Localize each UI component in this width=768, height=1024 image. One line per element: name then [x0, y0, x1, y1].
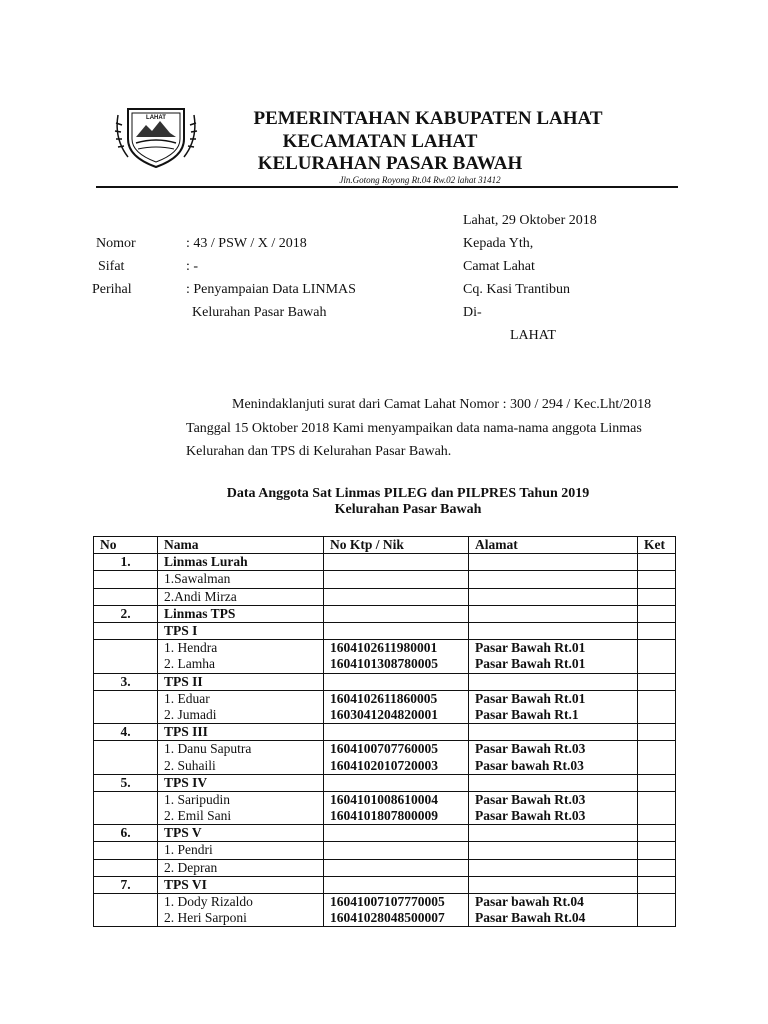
cell-ktp: 1604101008610004	[324, 791, 469, 808]
body-line2: Tanggal 15 Oktober 2018 Kami menyampaikan data nama-nama anggota Linmas	[186, 421, 642, 436]
cell-ket	[638, 656, 676, 673]
cell-ktp	[324, 605, 469, 622]
cell-no: 4.	[94, 724, 158, 741]
recipient-line5: LAHAT	[510, 328, 556, 343]
cell-no	[94, 791, 158, 808]
cell-alamat	[469, 571, 638, 588]
table-row	[94, 808, 676, 825]
cell-ktp	[324, 673, 469, 690]
cell-nama: 2. Emil Sani	[158, 808, 324, 825]
cell-alamat: Pasar Bawah Rt.03	[469, 808, 638, 825]
cell-alamat: Pasar bawah Rt.03	[469, 757, 638, 774]
cell-ktp	[324, 571, 469, 588]
cell-ktp	[324, 825, 469, 842]
cell-ktp: 16041007107770005	[324, 893, 469, 910]
header-divider	[96, 186, 678, 188]
cell-alamat: Pasar Bawah Rt.03	[469, 741, 638, 758]
cell-ket	[638, 910, 676, 927]
cell-ket	[638, 808, 676, 825]
cell-ket	[638, 791, 676, 808]
table-row	[94, 859, 676, 876]
table-row	[94, 554, 676, 571]
cell-ket	[638, 588, 676, 605]
cell-alamat: Pasar Bawah Rt.04	[469, 910, 638, 927]
cell-nama: 2. Heri Sarponi	[158, 910, 324, 927]
table-row	[94, 707, 676, 724]
cell-no	[94, 741, 158, 758]
cell-alamat	[469, 859, 638, 876]
cell-no	[94, 656, 158, 673]
perihal-value-line1: : Penyampaian Data LINMAS	[186, 282, 356, 297]
cell-ket	[638, 825, 676, 842]
cell-ktp	[324, 622, 469, 639]
table-row	[94, 741, 676, 758]
cell-nama: TPS III	[158, 724, 324, 741]
cell-no	[94, 588, 158, 605]
table-row	[94, 893, 676, 910]
table-row	[94, 571, 676, 588]
cell-no	[94, 808, 158, 825]
cell-ket	[638, 876, 676, 893]
cell-no: 2.	[94, 605, 158, 622]
table-row	[94, 825, 676, 842]
linmas-table	[93, 536, 676, 927]
table-row	[94, 690, 676, 707]
cell-nama: TPS II	[158, 673, 324, 690]
cell-nama: 2. Depran	[158, 859, 324, 876]
cell-alamat	[469, 724, 638, 741]
cell-nama: 1. Pendri	[158, 842, 324, 859]
cell-nama: 1. Saripudin	[158, 791, 324, 808]
perihal-value-line2: Kelurahan Pasar Bawah	[192, 305, 327, 320]
table-row	[94, 842, 676, 859]
cell-ktp: 1603041204820001	[324, 707, 469, 724]
body-line3: Kelurahan dan TPS di Kelurahan Pasar Bawah.	[186, 444, 452, 459]
cell-ket	[638, 859, 676, 876]
cell-nama: 1.Sawalman	[158, 571, 324, 588]
nomor-label: Nomor	[96, 236, 136, 251]
cell-alamat	[469, 673, 638, 690]
cell-ket	[638, 707, 676, 724]
body-line1: Menindaklanjuti surat dari Camat Lahat Nomor : 300 / 294 / Kec.Lht/2018	[232, 397, 652, 412]
col-header-alamat: Alamat	[469, 537, 638, 554]
cell-alamat	[469, 825, 638, 842]
cell-ket	[638, 774, 676, 791]
table-row	[94, 656, 676, 673]
cell-ket	[638, 640, 676, 657]
cell-ket	[638, 622, 676, 639]
cell-ktp: 1604101807800009	[324, 808, 469, 825]
cell-no: 1.	[94, 554, 158, 571]
cell-nama: TPS V	[158, 825, 324, 842]
cell-ktp	[324, 859, 469, 876]
cell-ktp	[324, 842, 469, 859]
recipient-line1: Kepada Yth,	[463, 236, 534, 251]
letter-date: Lahat, 29 Oktober 2018	[463, 213, 597, 228]
col-header-ktp: No Ktp / Nik	[324, 537, 469, 554]
table-subtitle: Kelurahan Pasar Bawah	[334, 502, 482, 517]
cell-nama: TPS VI	[158, 876, 324, 893]
recipient-line3: Cq. Kasi Trantibun	[463, 282, 570, 297]
col-header-ket: Ket	[638, 537, 676, 554]
table-row	[94, 605, 676, 622]
perihal-label: Perihal	[92, 282, 132, 297]
table-header-row	[94, 537, 676, 554]
cell-ket	[638, 554, 676, 571]
table-title: Data Anggota Sat Linmas PILEG dan PILPRES Tahun 2019	[226, 486, 590, 501]
cell-alamat: Pasar Bawah Rt.01	[469, 690, 638, 707]
cell-nama: 2. Suhaili	[158, 757, 324, 774]
cell-alamat	[469, 842, 638, 859]
cell-ket	[638, 724, 676, 741]
cell-alamat: Pasar Bawah Rt.03	[469, 791, 638, 808]
table-row	[94, 622, 676, 639]
cell-no	[94, 910, 158, 927]
cell-nama: 1. Hendra	[158, 640, 324, 657]
cell-nama: 2. Jumadi	[158, 707, 324, 724]
table-row	[94, 588, 676, 605]
cell-nama: Linmas TPS	[158, 605, 324, 622]
cell-ktp: 1604102611980001	[324, 640, 469, 657]
cell-ktp	[324, 876, 469, 893]
header-address: Jln.Gotong Royong Rt.04 Rw.02 lahat 31412	[339, 175, 501, 185]
recipient-line4: Di-	[463, 305, 482, 320]
cell-ket	[638, 571, 676, 588]
cell-alamat	[469, 554, 638, 571]
table-row	[94, 757, 676, 774]
cell-no	[94, 571, 158, 588]
cell-ktp: 16041028048500007	[324, 910, 469, 927]
cell-alamat: Pasar bawah Rt.04	[469, 893, 638, 910]
cell-no: 5.	[94, 774, 158, 791]
cell-nama: 1. Eduar	[158, 690, 324, 707]
header-government: PEMERINTAHAN KABUPATEN LAHAT	[253, 108, 603, 129]
sifat-label: Sifat	[98, 259, 125, 274]
col-header-nama: Nama	[158, 537, 324, 554]
cell-ket	[638, 605, 676, 622]
cell-ktp	[324, 724, 469, 741]
header-district: KECAMATAN LAHAT	[282, 131, 478, 152]
cell-no	[94, 622, 158, 639]
header-village: KELURAHAN PASAR BAWAH	[257, 153, 523, 174]
cell-no	[94, 690, 158, 707]
cell-ktp	[324, 554, 469, 571]
cell-nama: 1. Dody Rizaldo	[158, 893, 324, 910]
cell-ket	[638, 690, 676, 707]
cell-alamat	[469, 774, 638, 791]
table-row	[94, 774, 676, 791]
cell-ket	[638, 757, 676, 774]
cell-ket	[638, 842, 676, 859]
cell-nama: Linmas Lurah	[158, 554, 324, 571]
cell-alamat	[469, 605, 638, 622]
cell-ktp: 1604102010720003	[324, 757, 469, 774]
table-row	[94, 724, 676, 741]
table-row	[94, 910, 676, 927]
cell-nama: 2.Andi Mirza	[158, 588, 324, 605]
cell-ket	[638, 893, 676, 910]
cell-no: 6.	[94, 825, 158, 842]
cell-alamat	[469, 588, 638, 605]
cell-ket	[638, 741, 676, 758]
svg-text:LAHAT: LAHAT	[146, 115, 166, 121]
recipient-line2: Camat Lahat	[463, 259, 535, 274]
cell-nama: 1. Danu Saputra	[158, 741, 324, 758]
cell-alamat	[469, 876, 638, 893]
cell-no	[94, 893, 158, 910]
nomor-value: : 43 / PSW / X / 2018	[186, 236, 307, 251]
cell-no: 3.	[94, 673, 158, 690]
cell-no	[94, 707, 158, 724]
cell-no	[94, 757, 158, 774]
cell-ket	[638, 673, 676, 690]
cell-ktp	[324, 774, 469, 791]
cell-ktp: 1604100707760005	[324, 741, 469, 758]
cell-ktp	[324, 588, 469, 605]
sifat-value: : -	[186, 259, 199, 274]
table-row	[94, 876, 676, 893]
col-header-no: No	[94, 537, 158, 554]
cell-nama: TPS IV	[158, 774, 324, 791]
cell-nama: TPS I	[158, 622, 324, 639]
cell-ktp: 1604101308780005	[324, 656, 469, 673]
cell-no	[94, 640, 158, 657]
cell-alamat: Pasar Bawah Rt.1	[469, 707, 638, 724]
table-row	[94, 673, 676, 690]
cell-alamat: Pasar Bawah Rt.01	[469, 640, 638, 657]
cell-alamat: Pasar Bawah Rt.01	[469, 656, 638, 673]
cell-ktp: 1604102611860005	[324, 690, 469, 707]
table-row	[94, 640, 676, 657]
cell-no: 7.	[94, 876, 158, 893]
cell-no	[94, 859, 158, 876]
cell-no	[94, 842, 158, 859]
cell-alamat	[469, 622, 638, 639]
cell-nama: 2. Lamha	[158, 656, 324, 673]
table-row	[94, 791, 676, 808]
